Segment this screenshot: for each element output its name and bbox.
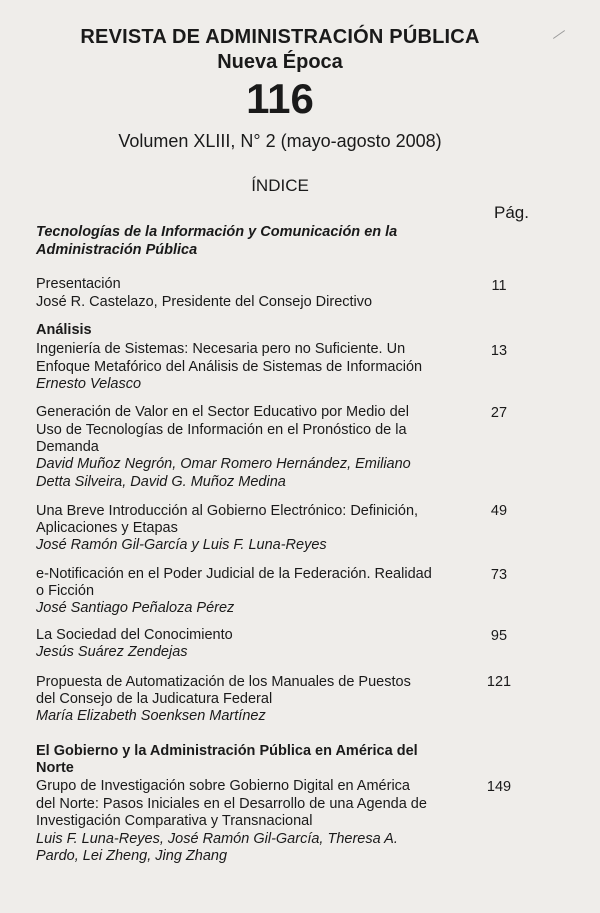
entry-title-line: La Sociedad del Conocimiento bbox=[36, 627, 233, 643]
entry-title-line: Aplicaciones y Etapas bbox=[36, 520, 178, 536]
entry-title-line: Ingeniería de Sistemas: Necesaria pero no Suficiente. Un bbox=[36, 341, 406, 357]
section-title-line: Administración Pública bbox=[36, 242, 198, 258]
entry-title-line: Enfoque Metafórico del Análisis de Sistemas de Información bbox=[36, 359, 423, 375]
entry-title-line: Uso de Tecnologías de Información en el Pronóstico de la bbox=[36, 422, 407, 438]
entry-title-line: Propuesta de Automatización de los Manuales de Puestos bbox=[36, 674, 411, 690]
entry-title-line: Demanda bbox=[36, 439, 99, 455]
entry-author-line: José R. Castelazo, Presidente del Consejo Directivo bbox=[36, 294, 373, 310]
section-title-line: El Gobierno y la Administración Pública en América del bbox=[36, 743, 418, 759]
journal-title: REVISTA DE ADMINISTRACIÓN PÚBLICA bbox=[80, 26, 480, 48]
section-title-line: Tecnologías de la Información y Comunicación en la bbox=[36, 224, 398, 240]
entry-title-line: del Consejo de la Judicatura Federal bbox=[36, 691, 273, 707]
entry-title-line: del Norte: Pasos Iniciales en el Desarrollo de una Agenda de bbox=[36, 796, 427, 812]
volume-info: Volumen XLIII, N° 2 (mayo-agosto 2008) bbox=[118, 131, 442, 151]
entry-author-line: Detta Silveira, David G. Muñoz Medina bbox=[36, 474, 286, 490]
subsection-heading: Análisis bbox=[36, 322, 92, 338]
entry-author-line: Jesús Suárez Zendejas bbox=[36, 644, 188, 660]
entry-title-line: e-Notificación en el Poder Judicial de la Federación. Realidad bbox=[36, 566, 432, 582]
entry-author-line: José Santiago Peñaloza Pérez bbox=[36, 600, 235, 616]
entry-title-line: Una Breve Introducción al Gobierno Electrónico: Definición, bbox=[36, 503, 419, 519]
entry-page-number: 27 bbox=[490, 405, 508, 421]
entry-title-line: Generación de Valor en el Sector Educativo por Medio del bbox=[36, 404, 409, 420]
entry-author-line: Ernesto Velasco bbox=[36, 376, 142, 392]
entry-author-line: María Elizabeth Soenksen Martínez bbox=[36, 708, 266, 724]
journal-epoch: Nueva Época bbox=[217, 51, 343, 73]
entry-title-line: o Ficción bbox=[36, 583, 95, 599]
entry-author-line: José Ramón Gil-García y Luis F. Luna-Reyes bbox=[36, 537, 327, 553]
page-column-label: Pág. bbox=[494, 203, 529, 222]
entry-author-line: Luis F. Luna-Reyes, José Ramón Gil-García, Theresa A. bbox=[36, 831, 398, 847]
entry-author-line: David Muñoz Negrón, Omar Romero Hernández, Emiliano bbox=[36, 456, 411, 472]
entry-page-number: 121 bbox=[486, 674, 512, 690]
entry-page-number: 149 bbox=[486, 779, 512, 795]
entry-page-number: 49 bbox=[490, 503, 508, 519]
entry-page-number: 13 bbox=[490, 343, 508, 359]
section-title-line: Norte bbox=[36, 760, 74, 776]
entry-page-number: 11 bbox=[491, 278, 507, 294]
issue-number: 116 bbox=[246, 75, 314, 122]
entry-title-line: Presentación bbox=[36, 276, 121, 292]
entry-author-line: Pardo, Lei Zheng, Jing Zhang bbox=[36, 848, 228, 864]
entry-page-number: 95 bbox=[490, 628, 508, 644]
entry-title-line: Investigación Comparativa y Transnacional bbox=[36, 813, 313, 829]
index-title: ÍNDICE bbox=[251, 176, 309, 195]
entry-title-line: Grupo de Investigación sobre Gobierno Digital en América bbox=[36, 778, 410, 794]
entry-page-number: 73 bbox=[490, 567, 508, 583]
